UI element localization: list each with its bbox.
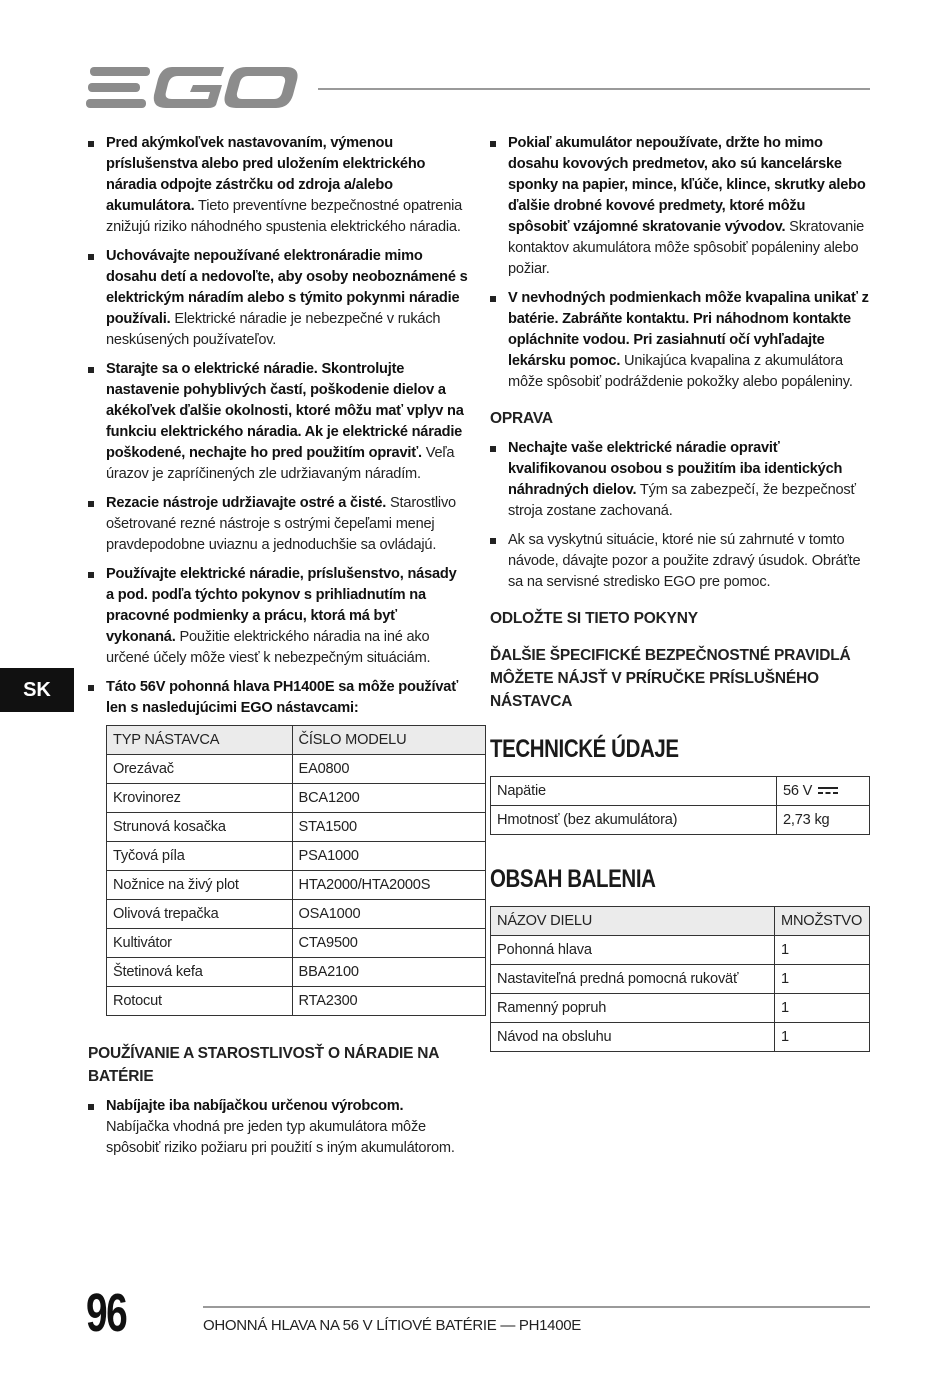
table-cell: Olivová trepačka bbox=[107, 900, 293, 929]
bullet-text: Nabíjačka vhodná pre jeden typ akumulátora môže spôsobiť riziko požiaru pri použití s iným akumulátorom. bbox=[106, 1119, 455, 1156]
column-header: ČÍSLO MODELU bbox=[292, 726, 485, 755]
table-row bbox=[491, 777, 870, 806]
bullet-text: Unikajúca kvapalina z akumulátora môže spôsobiť podráždenie pokožky alebo popáleniny. bbox=[508, 353, 853, 390]
bullet-bold-text: Starajte sa o elektrické náradie. Skontrolujte nastavenie pohyblivých častí, poškodenie dielov a akékoľvek ďalšie okolnosti, ktoré môžu mať vplyv na funkciu elektrického náradia. Ak je elektrické náradie poškodené, nechajte ho pred použitím opraviť. bbox=[106, 361, 464, 461]
left-bullet-list bbox=[88, 133, 468, 719]
table-cell: Pohonná hlava bbox=[491, 936, 775, 965]
list-item bbox=[88, 246, 468, 351]
table-row bbox=[107, 958, 486, 987]
ego-logo bbox=[86, 62, 298, 114]
further-rules-heading: ĎALŠIE ŠPECIFICKÉ BEZPEČNOSTNÉ PRAVIDLÁ MÔŽETE NÁJSŤ V PRÍRUČKE PRÍSLUŠNÉHO NÁSTAVCA bbox=[490, 647, 851, 710]
list-item bbox=[88, 493, 468, 556]
table-row bbox=[491, 936, 870, 965]
table-cell: Rotocut bbox=[107, 987, 293, 1016]
page-number: 96 bbox=[86, 1283, 127, 1343]
column-header: TYP NÁSTAVCA bbox=[107, 726, 293, 755]
table-cell: Návod na obsluhu bbox=[491, 1023, 775, 1052]
technical-data-heading: TECHNICKÉ ÚDAJE bbox=[490, 735, 679, 763]
bullet-text: Ak sa vyskytnú situácie, ktoré nie sú zahrnuté v tomto návode, dávajte pozor a použite zdravý úsudok. Obráťte sa na servisné stredisko EGO pre pomoc. bbox=[508, 532, 861, 590]
bullet-text: Starostlivo ošetrované rezné nástroje s ostrými čepeľami menej pravdepodobne uviaznu a jednoduchšie sa ovládajú. bbox=[106, 495, 456, 553]
bullet-bold-text: Nabíjajte iba nabíjačkou určenou výrobcom. bbox=[106, 1098, 404, 1114]
table-row bbox=[107, 987, 486, 1016]
table-header-row bbox=[107, 726, 486, 755]
header-rule bbox=[318, 88, 870, 90]
list-item bbox=[490, 438, 870, 522]
repair-bullet-list bbox=[490, 438, 870, 593]
bullet-bold-text: Nechajte vaše elektrické náradie opraviť kvalifikovanou osobou s použitím iba identických náhradných dielov. bbox=[508, 440, 843, 498]
table-row bbox=[491, 994, 870, 1023]
list-item bbox=[88, 133, 468, 238]
table-row bbox=[107, 813, 486, 842]
table-cell: Štetinová kefa bbox=[107, 958, 293, 987]
table-cell: Hmotnosť (bez akumulátora) bbox=[491, 806, 777, 835]
table-cell: HTA2000/HTA2000S bbox=[292, 871, 485, 900]
table-cell: Kultivátor bbox=[107, 929, 293, 958]
bullet-text: Tým sa zabezpečí, že bezpečnosť stroja zostane zachovaná. bbox=[508, 482, 856, 519]
table-cell: 2,73 kg bbox=[777, 806, 870, 835]
table-cell: BCA1200 bbox=[292, 784, 485, 813]
bullet-text: Skratovanie kontaktov akumulátora môže spôsobiť popáleniny alebo požiar. bbox=[508, 219, 865, 277]
list-item bbox=[88, 677, 468, 719]
table-cell: Nastaviteľná predná pomocná rukoväť bbox=[491, 965, 775, 994]
right-column bbox=[490, 133, 870, 1052]
table-cell: RTA2300 bbox=[292, 987, 485, 1016]
table-row bbox=[107, 784, 486, 813]
bullet-bold-text: Uchovávajte nepoužívané elektronáradie mimo dosahu detí a nedovoľte, aby osoby neoboznámené s elektrickým náradím alebo s týmito pokynmi náradie používali. bbox=[106, 248, 468, 327]
bullet-bold-text: Pred akýmkoľvek nastavovaním, výmenou príslušenstva alebo pred uložením elektrického náradia odpojte zástrčku od zdroja a/alebo akumulátora. bbox=[106, 135, 426, 214]
table-cell: 1 bbox=[775, 936, 870, 965]
battery-section-heading: POUŽÍVANIE A STAROSTLIVOSŤ O NÁRADIE NA BATÉRIE bbox=[88, 1045, 439, 1085]
table-cell: Orezávač bbox=[107, 755, 293, 784]
table-header-row bbox=[491, 907, 870, 936]
package-contents-table bbox=[490, 906, 870, 1052]
bullet-bold-text: Táto 56V pohonná hlava PH1400E sa môže používať len s nasledujúcimi EGO nástavcami: bbox=[106, 679, 459, 716]
bullet-bold-text: Rezacie nástroje udržiavajte ostré a čisté. bbox=[106, 495, 387, 511]
footer-rule bbox=[203, 1306, 870, 1308]
bullet-bold-text: Používajte elektrické náradie, príslušenstvo, násady a pod. podľa týchto pokynov s prihliadnutím na pracovné podmienky a prácu, ktorá má byť vykonaná. bbox=[106, 566, 457, 645]
left-column bbox=[88, 133, 468, 1167]
table-cell: Tyčová píla bbox=[107, 842, 293, 871]
table-cell: Ramenný popruh bbox=[491, 994, 775, 1023]
repair-section-heading: OPRAVA bbox=[490, 410, 553, 427]
table-row bbox=[107, 871, 486, 900]
package-contents-heading: OBSAH BALENIA bbox=[490, 865, 656, 893]
column-header: MNOŽSTVO bbox=[775, 907, 870, 936]
technical-data-table bbox=[490, 776, 870, 835]
table-row bbox=[107, 842, 486, 871]
table-cell: 1 bbox=[775, 994, 870, 1023]
table-cell: PSA1000 bbox=[292, 842, 485, 871]
dc-symbol-icon bbox=[818, 787, 838, 795]
table-row bbox=[491, 1023, 870, 1052]
bullet-text: Použitie elektrického náradia na iné ako určené účely môže viesť k nebezpečným situáciám. bbox=[106, 629, 431, 666]
table-cell bbox=[777, 777, 870, 806]
table-cell: Nožnice na živý plot bbox=[107, 871, 293, 900]
table-cell: BBA2100 bbox=[292, 958, 485, 987]
list-item bbox=[490, 133, 870, 280]
bullet-text: Elektrické náradie je nebezpečné v rukách neskúsených používateľov. bbox=[106, 311, 441, 348]
voltage-value: 56 V bbox=[783, 783, 813, 799]
bullet-bold-text: Pokiaľ akumulátor nepoužívate, držte ho mimo dosahu kovových predmetov, ako sú kancelárske sponky na papier, mince, kľúče, klince, skrutky alebo ďalšie drobné kovové predmety, ktoré môžu spôsobiť vzájomné skratovanie vývodov. bbox=[508, 135, 866, 235]
bullet-text: Tieto preventívne bezpečnostné opatrenia znižujú riziko náhodného spustenia elektrického náradia. bbox=[106, 198, 463, 235]
table-cell: EA0800 bbox=[292, 755, 485, 784]
table-row bbox=[107, 755, 486, 784]
table-cell: Krovinorez bbox=[107, 784, 293, 813]
column-header: NÁZOV DIELU bbox=[491, 907, 775, 936]
table-cell: OSA1000 bbox=[292, 900, 485, 929]
table-cell: Napätie bbox=[491, 777, 777, 806]
attachments-table bbox=[106, 725, 486, 1016]
table-row bbox=[107, 929, 486, 958]
bullet-bold-text: V nevhodných podmienkach môže kvapalina unikať z batérie. Zabráňte kontaktu. Pri náhodnom kontakte opláchnite vodou. Pri zasiahnutí očí vyhľadajte lekársku pomoc. bbox=[508, 290, 869, 369]
table-row bbox=[491, 965, 870, 994]
battery-bullet-list bbox=[88, 1096, 468, 1159]
table-row bbox=[107, 900, 486, 929]
right-bullet-list bbox=[490, 133, 870, 393]
list-item bbox=[490, 530, 870, 593]
list-item bbox=[88, 359, 468, 485]
table-row bbox=[491, 806, 870, 835]
table-cell: Strunová kosačka bbox=[107, 813, 293, 842]
list-item bbox=[490, 288, 870, 393]
table-cell: STA1500 bbox=[292, 813, 485, 842]
save-instructions-heading: ODLOŽTE SI TIETO POKYNY bbox=[490, 610, 698, 627]
footer-title: OHONNÁ HLAVA NA 56 V LÍTIOVÉ BATÉRIE — PH1400E bbox=[203, 1317, 582, 1334]
list-item bbox=[88, 564, 468, 669]
table-cell: 1 bbox=[775, 965, 870, 994]
language-tab-label: SK bbox=[23, 678, 51, 701]
table-cell: 1 bbox=[775, 1023, 870, 1052]
language-tab bbox=[0, 668, 74, 712]
bullet-text: Veľa úrazov je zapríčinených zle udržiavaným náradím. bbox=[106, 445, 455, 482]
table-cell: CTA9500 bbox=[292, 929, 485, 958]
list-item bbox=[88, 1096, 468, 1159]
